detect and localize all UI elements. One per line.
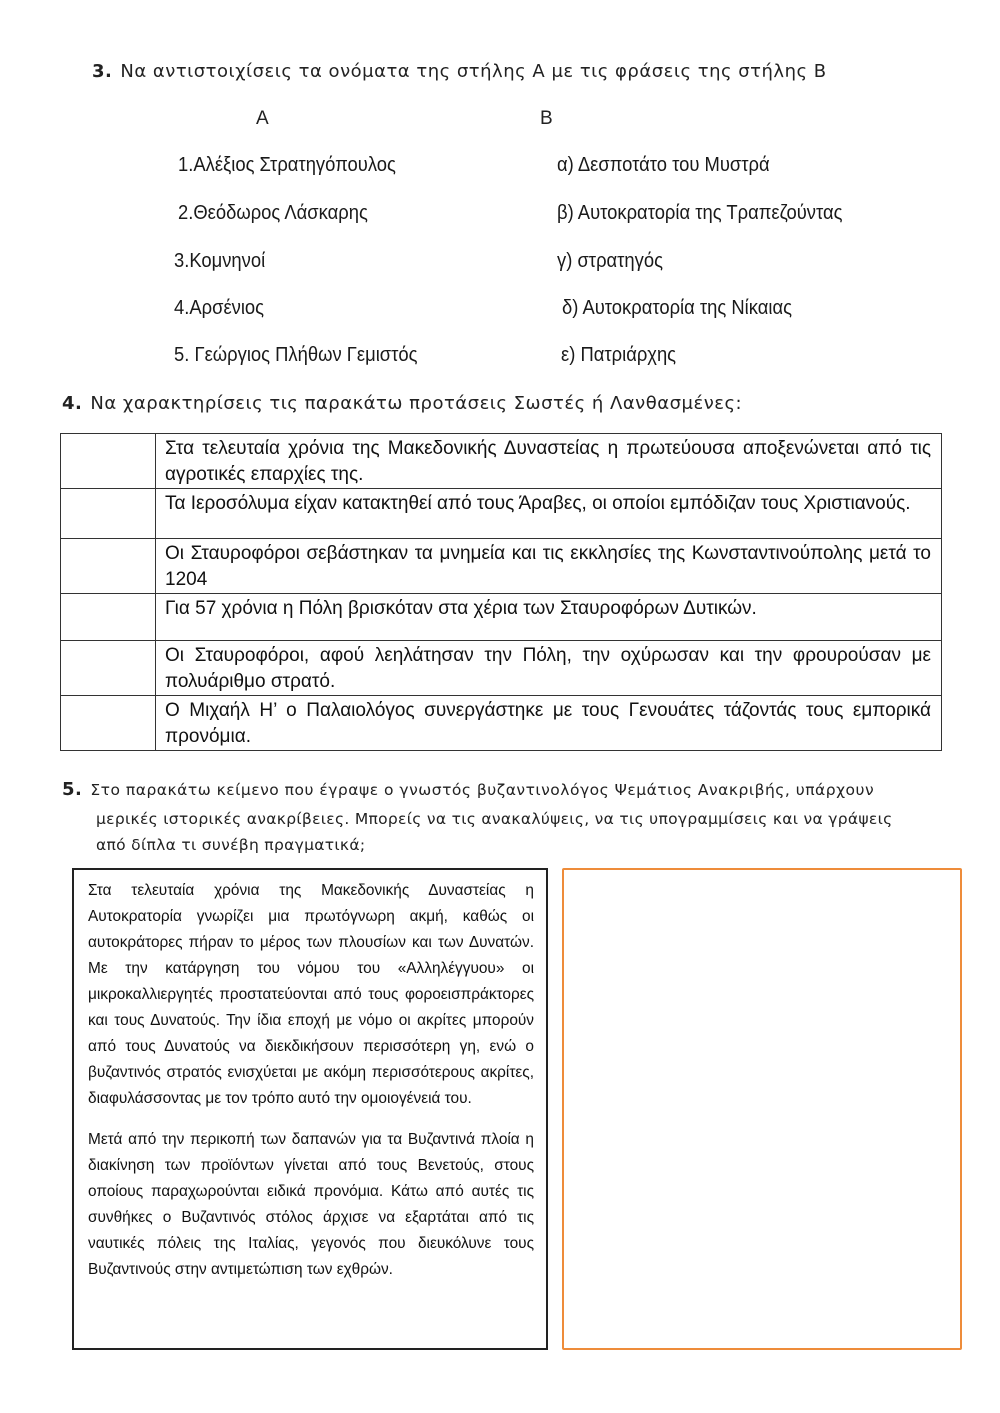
column-b-item: ε) Πατριάρχης — [561, 344, 677, 366]
q3-number: 3. — [92, 61, 113, 82]
text-paragraph-2: Μετά από την περικοπή των δαπανών για τα Βυζαντινά πλοία η διακίνηση των προϊόντων γίνεται από τους Βενετούς, στους οποίους παραχωρούνται ειδικά προνόμια. Κάτω από αυτές τις συνθήκες ο Βυζαντινός στόλος άρχισε να εξαρτάται από τις ναυτικές πόλεις της Ιταλίας, γεγονός που διευκόλυνε τους Βυζαντινούς στην αντιμετώπιση των εχθρών. — [88, 1131, 534, 1278]
q3-heading — [92, 61, 827, 82]
table-row — [61, 641, 942, 696]
answer-cell[interactable] — [61, 594, 156, 641]
text-paragraph-1: Στα τελευταία χρόνια της Μακεδονικής Δυναστείας η Αυτοκρατορία γνωρίζει μια πρωτόγνωρη ακμή, καθώς οι αυτοκράτορες πήραν το μέρος των πλουσίων και των Δυνατών. Με την κατάργηση του νόμου του «Αλληλέγγυου» οι μικροκαλλιεργητές προστατεύονται από τους φοροεισπράκτορες και τους Δυνατούς. Την ίδια εποχή με νόμο οι ακρίτες μπορούν από τους Δυνατούς να διεκδικήσουν περισσότερη γη, ενώ ο βυζαντινός στρατός ενισχύεται με ακόμη περισσότερους ακρίτες, διαφυλάσσοντας με τον τρόπο αυτό την ομοιογένειά του. — [88, 882, 534, 1107]
statement-cell: Τα Ιεροσόλυμα είχαν κατακτηθεί από τους Άραβες, οι οποίοι εμπόδιζαν τους Χριστιανούς. — [156, 489, 942, 539]
true-false-table — [60, 433, 942, 751]
statement-cell: Για 57 χρόνια η Πόλη βρισκόταν στα χέρια των Σταυροφόρων Δυτικών. — [156, 594, 942, 641]
table-row — [61, 594, 942, 641]
q4-instruction: Να χαρακτηρίσεις τις παρακάτω προτάσεις Σωστές ή Λανθασμένες: — [90, 393, 743, 414]
column-a-item: 5. Γεώργιος Πλήθων Γεμιστός — [174, 344, 418, 366]
column-b-item: α) Δεσποτάτο του Μυστρά — [557, 154, 770, 176]
answer-cell[interactable] — [61, 434, 156, 489]
statement-cell: Οι Σταυροφόροι σεβάστηκαν τα μνημεία και τις εκκλησίες της Κωνσταντινούπολης μετά το 1204 — [156, 539, 942, 594]
answer-cell[interactable] — [61, 696, 156, 751]
table-row — [61, 434, 942, 489]
answer-cell[interactable] — [61, 489, 156, 539]
answer-box[interactable] — [562, 868, 962, 1350]
column-b-item: β) Αυτοκρατορία της Τραπεζούντας — [557, 202, 843, 224]
answer-cell[interactable] — [61, 641, 156, 696]
statement-cell: Οι Σταυροφόροι, αφού λεηλάτησαν την Πόλη, την οχύρωσαν και την φρουρούσαν με πολυάριθμο στρατό. — [156, 641, 942, 696]
column-a-item: 4.Αρσένιος — [174, 297, 265, 319]
column-b-item: γ) στρατηγός — [557, 250, 663, 272]
column-a-item: 3.Κομνηνοί — [174, 250, 266, 272]
column-b-label: Β — [540, 108, 553, 129]
q5-instruction-line2: μερικές ιστορικές ανακρίβειες. Μπορείς να τις ανακαλύψεις, να τις υπογραμμίσεις και να γράψεις — [96, 810, 893, 828]
column-b-item: δ) Αυτοκρατορία της Νίκαιας — [562, 297, 792, 319]
column-a-item: 2.Θεόδωρος Λάσκαρης — [178, 202, 368, 224]
q5-instruction-line1: Στο παρακάτω κείμενο που έγραψε ο γνωστός βυζαντινολόγος Ψεμάτιος Ανακριβής, υπάρχουν — [90, 781, 875, 799]
answer-cell[interactable] — [61, 539, 156, 594]
statement-cell: Στα τελευταία χρόνια της Μακεδονικής Δυναστείας η πρωτεύουσα αποξενώνεται από τις αγροτικές επαρχίες της. — [156, 434, 942, 489]
q5-number: 5. — [62, 779, 83, 800]
inaccurate-text-box — [72, 868, 548, 1350]
statement-cell: Ο Μιχαήλ Η’ ο Παλαιολόγος συνεργάστηκε με τους Γενουάτες τάζοντάς τους εμπορικά προνόμια. — [156, 696, 942, 751]
q5-instruction-line3: από δίπλα τι συνέβη πραγματικά; — [96, 836, 366, 854]
column-a-label: Α — [256, 108, 269, 129]
q4-number: 4. — [62, 393, 83, 414]
table-row — [61, 696, 942, 751]
q3-instruction: Να αντιστοιχίσεις τα ονόματα της στήλης Α με τις φράσεις της στήλης Β — [120, 61, 827, 82]
table-row — [61, 539, 942, 594]
column-a-item: 1.Αλέξιος Στρατηγόπουλος — [178, 154, 396, 176]
q5-heading — [62, 779, 874, 800]
q4-heading — [62, 393, 742, 414]
table-row — [61, 489, 942, 539]
